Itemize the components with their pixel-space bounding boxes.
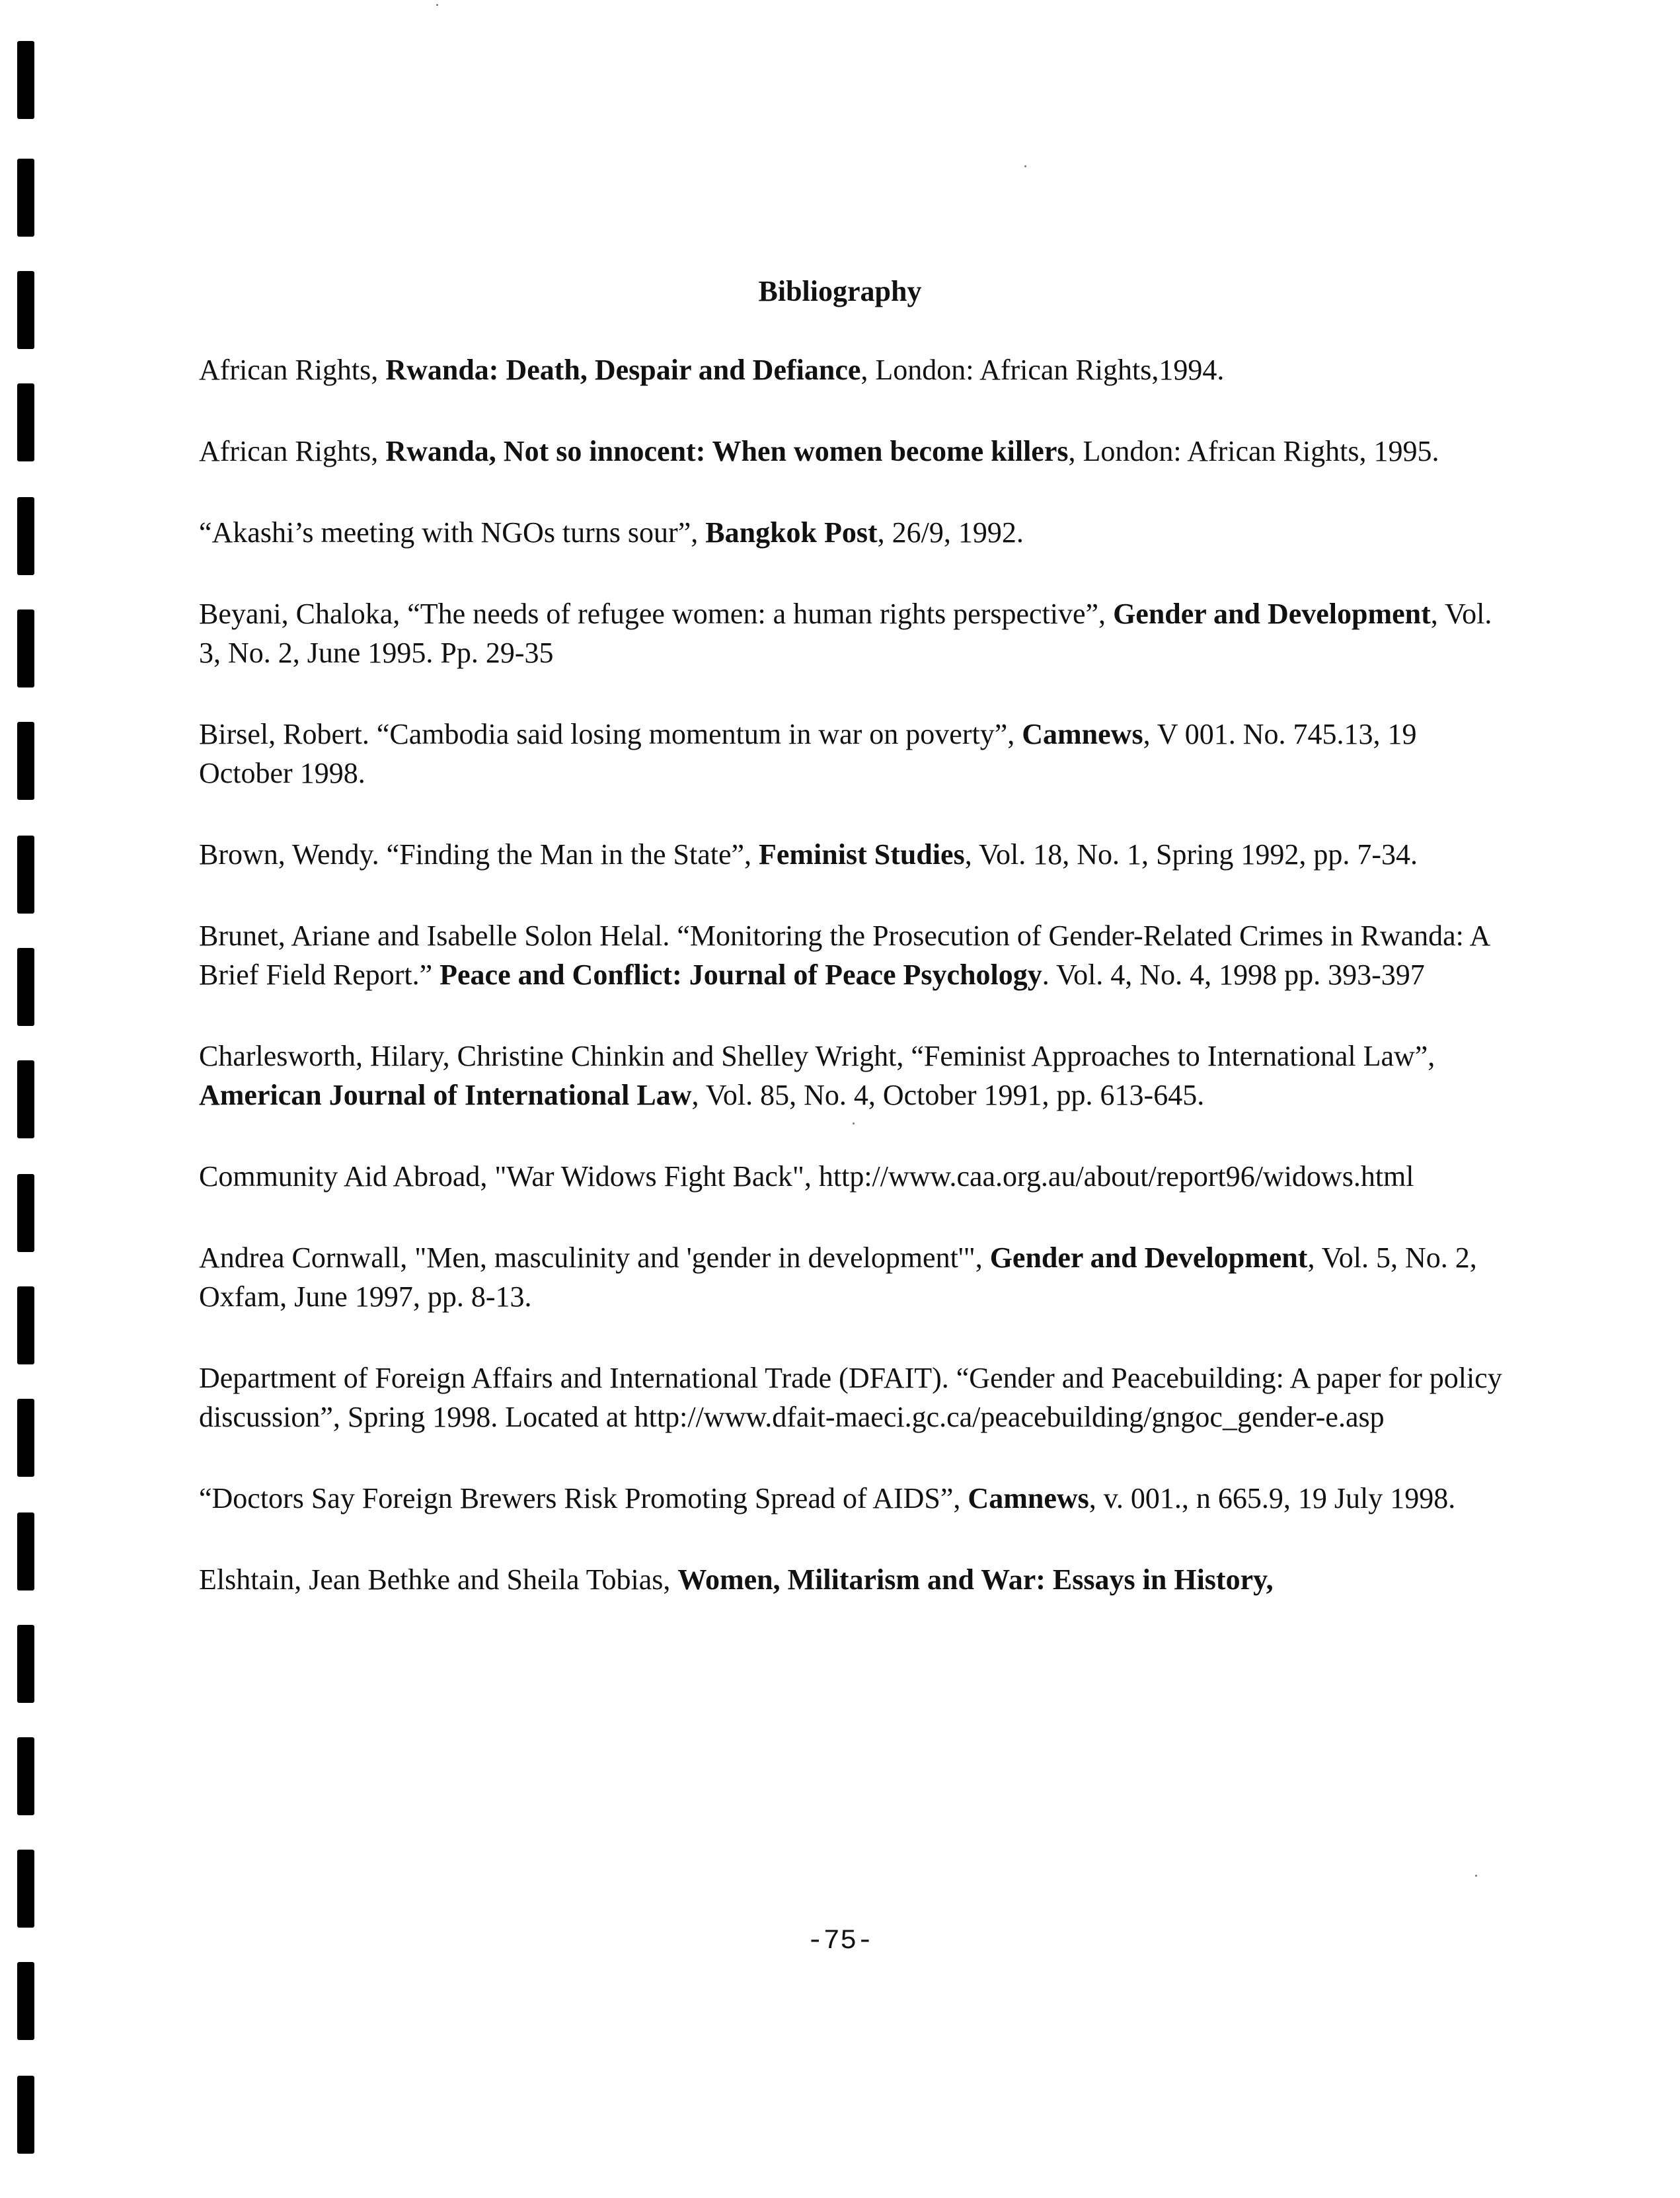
entry-text: , V 001. No. 745.13, 19 October 1998. <box>199 718 1417 789</box>
entry-text: Department of Foreign Affairs and International Trade (DFAIT). “Gender and Peacebuilding: A paper for policy discussion”, Spring 1998. Located at http://www.dfait-maeci.gc.ca/peacebuilding/gngoc_gender-e.asp <box>199 1362 1502 1433</box>
entry-text: , London: African Rights,1994. <box>860 354 1225 386</box>
entry-title-bold: Gender and Development <box>1113 598 1431 630</box>
entry-title-bold: Peace and Conflict: Journal of Peace Psychology <box>439 959 1042 991</box>
punch-hole <box>17 1737 34 1815</box>
entry-text: African Rights, <box>199 354 386 386</box>
bibliography-entry <box>199 513 1508 552</box>
entry-text: Elshtain, Jean Bethke and Sheila Tobias, <box>199 1563 678 1596</box>
punch-hole <box>17 609 34 687</box>
entry-text: African Rights, <box>199 435 386 467</box>
bibliography-entry <box>199 835 1508 874</box>
punch-hole <box>17 159 34 237</box>
entry-text: Birsel, Robert. “Cambodia said losing momentum in war on poverty”, <box>199 718 1022 750</box>
bibliography-entry <box>199 715 1508 793</box>
punch-hole <box>17 1625 34 1703</box>
entry-text: , Vol. 18, No. 1, Spring 1992, pp. 7-34. <box>964 838 1418 871</box>
punch-hole <box>17 1512 34 1590</box>
punch-hole <box>17 1399 34 1477</box>
bibliography-entry <box>199 350 1508 389</box>
page-title: Bibliography <box>758 275 922 307</box>
bibliography-entry <box>199 1479 1508 1518</box>
entry-title-bold: Camnews <box>968 1482 1089 1514</box>
entry-text: Brunet, Ariane and Isabelle Solon Helal. “Monitoring the Prosecution of Gender-Related Crimes in Rwanda: A Brief Field Report.” <box>199 920 1489 991</box>
punch-hole <box>17 2076 34 2154</box>
entry-text: Brown, Wendy. “Finding the Man in the State”, <box>199 838 759 871</box>
bibliography-entry <box>199 1560 1508 1599</box>
entry-title-bold: Rwanda: Death, Despair and Defiance <box>385 354 861 386</box>
entry-text: Community Aid Abroad, "War Widows Fight Back", http://www.caa.org.au/about/report96/widows.html <box>199 1160 1414 1193</box>
entry-title-bold: Gender and Development <box>989 1241 1308 1274</box>
punch-hole <box>17 1850 34 1928</box>
entry-text: , Vol. 85, No. 4, October 1991, pp. 613-645. <box>691 1079 1205 1111</box>
entry-text: “Akashi’s meeting with NGOs turns sour”, <box>199 516 706 549</box>
bibliography-entry <box>199 594 1508 672</box>
punch-hole <box>17 497 34 575</box>
bibliography-entry <box>199 1157 1508 1196</box>
entry-text: , London: African Rights, 1995. <box>1068 435 1439 467</box>
punch-hole <box>17 836 34 914</box>
entry-text: “Doctors Say Foreign Brewers Risk Promoting Spread of AIDS”, <box>199 1482 968 1514</box>
entry-text: . Vol. 4, No. 4, 1998 pp. 393-397 <box>1042 959 1425 991</box>
punch-hole <box>17 1060 34 1138</box>
bibliography-entry <box>199 432 1508 471</box>
entry-text: , v. 001., n 665.9, 19 July 1998. <box>1088 1482 1456 1514</box>
punch-hole <box>17 41 34 119</box>
entry-text: , 26/9, 1992. <box>877 516 1024 549</box>
entry-title-bold: Bangkok Post <box>705 516 878 549</box>
entry-title-bold: Feminist Studies <box>759 838 965 871</box>
entry-title-bold: American Journal of International Law <box>199 1079 692 1111</box>
bibliography-entry <box>199 1037 1508 1115</box>
scan-speck <box>436 4 438 6</box>
punch-hole <box>17 1286 34 1364</box>
entry-text: , Vol. 5, No. 2, Oxfam, June 1997, pp. 8-13. <box>199 1241 1477 1313</box>
punch-hole <box>17 383 34 461</box>
punch-hole <box>17 1174 34 1252</box>
entry-text: Beyani, Chaloka, “The needs of refugee women: a human rights perspective”, <box>199 598 1114 630</box>
bibliography-list <box>199 350 1508 1641</box>
bibliography-entry <box>199 1238 1508 1316</box>
entry-text: Andrea Cornwall, "Men, masculinity and 'gender in development'", <box>199 1241 990 1274</box>
scan-speck <box>1475 1875 1477 1877</box>
scan-speck <box>1024 165 1026 167</box>
punch-hole <box>17 948 34 1026</box>
binding-punch-holes <box>0 0 79 2198</box>
entry-title-bold: Rwanda, Not so innocent: When women become killers <box>385 435 1069 467</box>
entry-text: , Vol. 3, No. 2, June 1995. Pp. 29-35 <box>199 598 1492 669</box>
page-number: -75- <box>806 1925 874 1957</box>
entry-text: Charlesworth, Hilary, Christine Chinkin and Shelley Wright, “Feminist Approaches to International Law”, <box>199 1040 1435 1072</box>
punch-hole <box>17 722 34 800</box>
entry-title-bold: Women, Militarism and War: Essays in History, <box>677 1563 1274 1596</box>
bibliography-entry <box>199 1358 1508 1436</box>
entry-title-bold: Camnews <box>1022 718 1143 750</box>
punch-hole <box>17 1962 34 2040</box>
bibliography-entry <box>199 916 1508 994</box>
